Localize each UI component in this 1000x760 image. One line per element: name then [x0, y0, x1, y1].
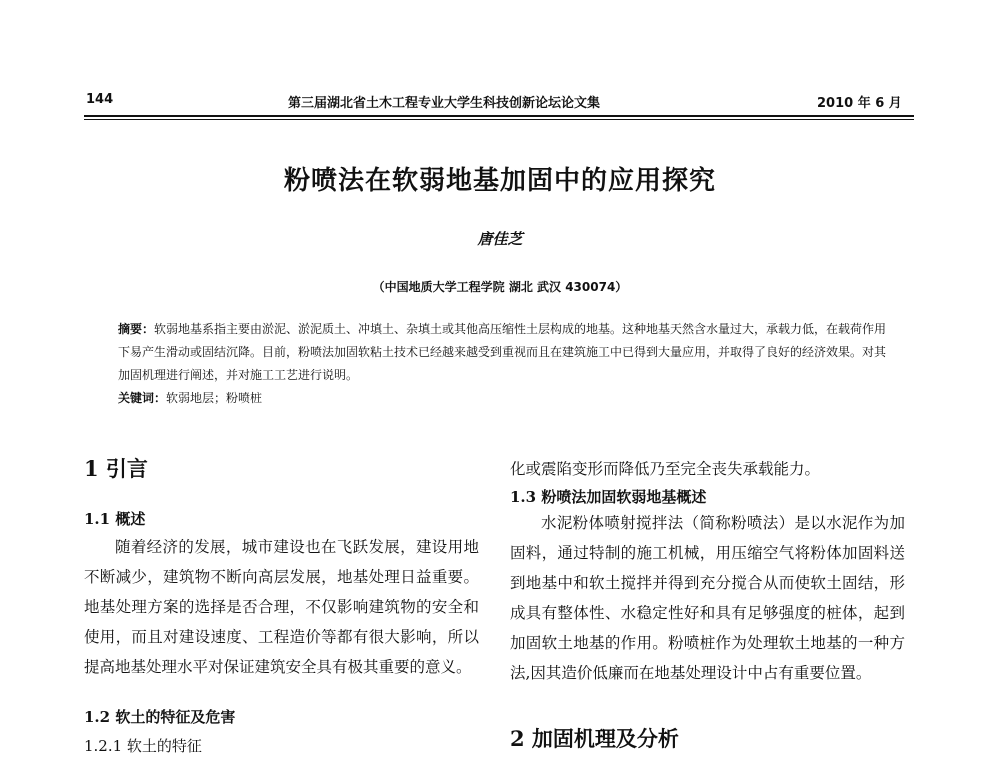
header-rule-thin: [84, 119, 914, 120]
abstract-label: 摘要：: [118, 322, 155, 336]
author-name: 唐佳芝: [477, 230, 523, 248]
paragraph-overview: 随着经济的发展，城市建设也在飞跃发展，建设用地不断减少，建筑物不断向高层发展，地基处理日益重要。地基处理方案的选择是否合理，不仅影响建筑物的安全和使用，而且对建设速度、工程造价等都有很大影响，所以提高地基处理水平对保证建筑安全具有极其重要的意义。: [84, 538, 479, 676]
paper-title: 粉喷法在软弱地基加固中的应用探究: [283, 166, 716, 196]
subsection-heading-powder-spray: 1.3 粉喷法加固软弱地基概述: [510, 488, 707, 506]
abstract-text: 软弱地基系指主要由淤泥、淤泥质土、冲填土、杂填土或其他高压缩性土层构成的地基。这种地基天然含水量过大，承载力低，在载荷作用下易产生滑动或固结沉降。目前，粉喷法加固软粘土技术已经越来越受到重视而且在建筑施工中已得到大量应用，并取得了良好的经济效果。对其加固机理进行阐述，并对施工工艺进行说明。: [118, 322, 887, 382]
subsection-heading-overview: 1.1 概述: [84, 510, 146, 528]
journal-title: 第三届湖北省土木工程专业大学生科技创新论坛论文集: [288, 96, 601, 111]
section-heading-mechanism: 2 加固机理及分析: [510, 726, 679, 751]
paragraph-powder-spray: 水泥粉体喷射搅拌法（简称粉喷法）是以水泥作为加固料，通过特制的施工机械，用压缩空气将粉体加固料送到地基中和软土搅拌并得到充分搅合从而使软土固结，形成具有整体性、水稳定性好和具有足够强度的桩体，起到加固软土地基的作用。粉喷桩作为处理软土地基的一种方法,因其造价低廉而在地基处理设计中占有重要位置。: [510, 514, 905, 682]
subsubsection-heading-soft-soil-features: 1.2.1 软土的特征: [84, 737, 202, 755]
author-affiliation: （中国地质大学工程学院 湖北 武汉 430074）: [372, 280, 628, 294]
subsection-heading-soft-soil: 1.2 软土的特征及危害: [84, 708, 236, 726]
section-heading-introduction: 1 引言: [84, 456, 148, 481]
paragraph-continuation: 化或震陷变形而降低乃至完全丧失承载能力。: [510, 460, 821, 478]
page-number: 144: [86, 92, 114, 107]
abstract-block: [118, 318, 896, 410]
header-rule-thick: [84, 115, 914, 117]
keywords-label: 关键词：: [118, 391, 167, 405]
keywords-text: 软弱地层；粉喷桩: [166, 391, 263, 405]
issue-date: 2010 年 6 月: [817, 96, 902, 111]
